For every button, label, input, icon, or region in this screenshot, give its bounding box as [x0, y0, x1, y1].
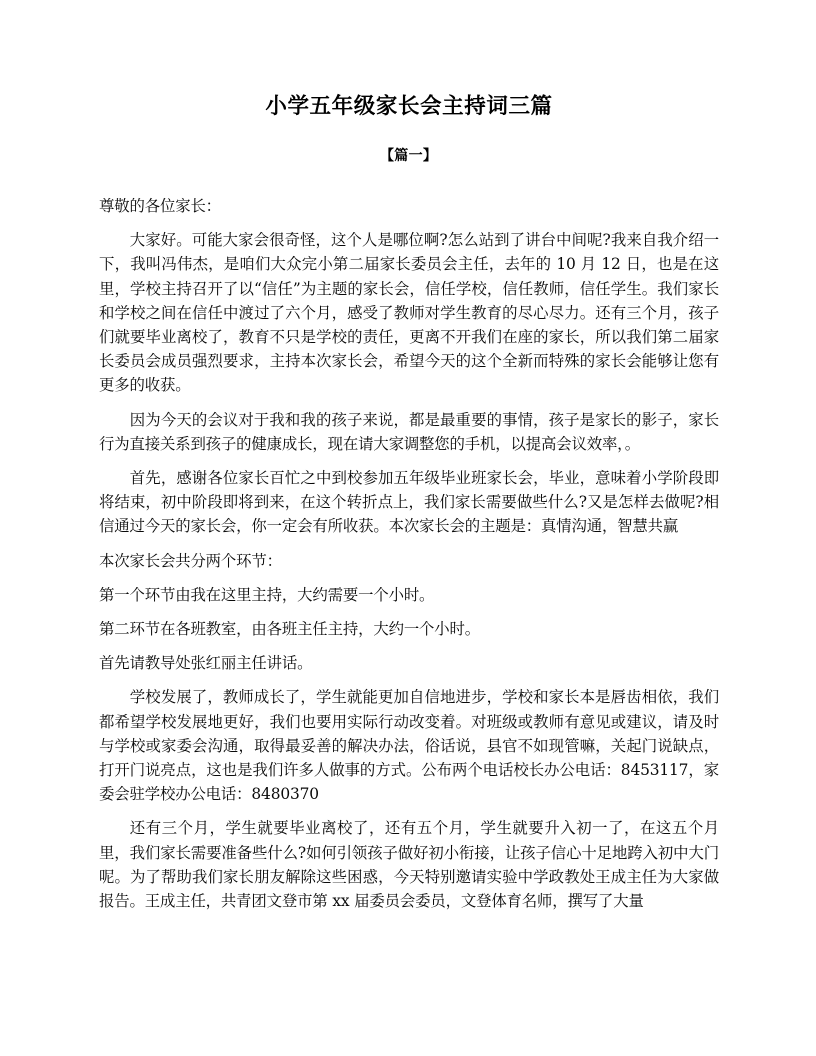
section-label-part-one: 【篇一】: [380, 148, 438, 164]
paragraph-session-two: 第二环节在各班教室，由各班主任主持，大约一个小时。: [99, 620, 481, 639]
document-paragraphs: [99, 194, 719, 913]
paragraph-transition-to-junior-high: 还有三个月，学生就要毕业离校了，还有五个月，学生就要升入初一了，在这五个月里，我们家长需要准备些什么?如何引领孩子做好初小衔接，让孩子信心十足地跨入初中大门呢。为了帮助我们家长朋友解除这些困惑，今天特别邀请实验中学政教处王成主任为大家做报告。王成主任，共青团文登市第 xx 届委员会委员，文登体育名师，撰写了大量: [99, 819, 719, 911]
paragraph-intro-self: 大家好。可能大家会很奇怪，这个人是哪位啊?怎么站到了讲台中间呢?我来自我介绍一下，我叫冯伟杰，是咱们大众完小第二届家长委员会主任，去年的 10 月 12 日，也是在这里，学校主持召开了以“信任”为主题的家长会，信任学校，信任教师，信任学生。我们家长和学校之间在信任中渡过了六个月，感受了教师对学生教育的尽心尽力。还有三个月，孩子们就要毕业离校了，教育不只是学校的责任，更离不开我们在座的家长，所以我们第二届家长委员会成员强烈要求，主持本次家长会，希望今天的这个全新而特殊的家长会能够让您有更多的收获。: [99, 231, 719, 395]
paragraph-meeting-importance: 因为今天的会议对于我和我的孩子来说，都是最重要的事情，孩子是家长的影子，家长行为直接关系到孩子的健康成长，现在请大家调整您的手机，以提高会议效率，。: [99, 410, 719, 453]
paragraph-thanks-theme: 首先，感谢各位家长百忙之中到校参加五年级毕业班家长会，毕业，意味着小学阶段即将结束，初中阶段即将到来，在这个转折点上，我们家长需要做些什么?又是怎样去做呢?相信通过今天的家长会，你一定会有所收获。本次家长会的主题是：真情沟通，智慧共赢: [99, 469, 719, 536]
paragraph-invite-director: 首先请教导处张红丽主任讲话。: [99, 654, 313, 673]
paragraph-two-sessions-heading: 本次家长会共分两个环节：: [99, 551, 282, 570]
paragraph-school-development: 学校发展了，教师成长了，学生就能更加自信地进步，学校和家长本是唇齿相依，我们都希望学校发展地更好，我们也要用实际行动改变着。对班级或教师有意见或建议，请及时与学校或家委会沟通，取得最妥善的解决办法，俗话说，县官不如现管嘛，关起门说缺点，打开门说亮点，这也是我们许多人做事的方式。公布两个电话校长办公电话：8453117，家委会驻学校办公电话：8480370: [99, 688, 719, 804]
page-title: 小学五年级家长会主持词三篇: [265, 94, 553, 119]
paragraph-session-one: 第一个环节由我在这里主持，大约需要一个小时。: [99, 585, 435, 604]
paragraph-salutation: 尊敬的各位家长：: [99, 197, 221, 215]
document-body: [99, 92, 719, 913]
